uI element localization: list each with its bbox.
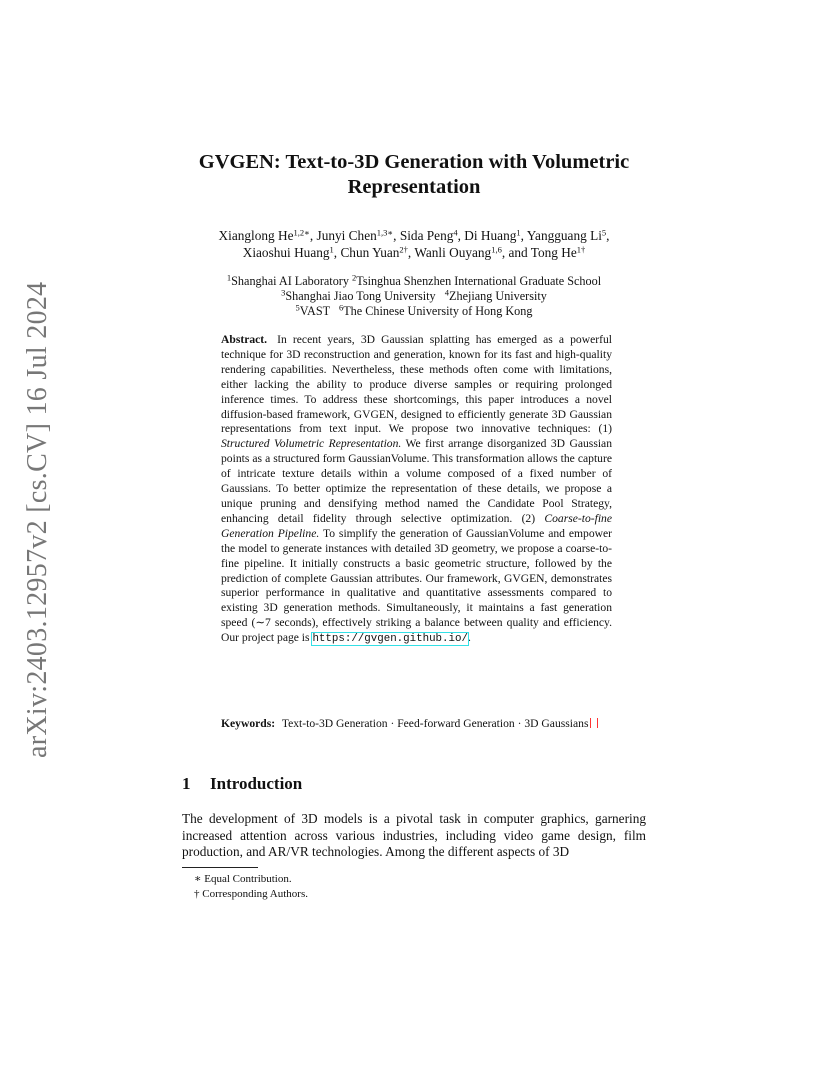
author: Tong $He^{1\dagger}$ <box>530 244 586 260</box>
abstract-emphasis: Structured Volumetric Representation. <box>221 437 402 451</box>
keywords <box>221 716 612 731</box>
abstract-emphasis: Coarse-to-fine Generation Pipeline. <box>221 511 612 540</box>
author: Xianglong $He^{1,2∗}$ <box>218 227 310 243</box>
author: Chun Yuan$^{2\dagger}$ <box>340 244 408 260</box>
paper-title: GVGEN: Text-to-3D Generation with Volumetric Representation <box>198 151 630 198</box>
abstract-text: We first arrange disorganized 3D Gaussian points as a structured form GaussianVolume. This transformation allows the capture of intricate texture details within a volume composed of a fixed number of Gaussians. To better optimize the representation of these details, we propose a unique pruning and densifying method named the Candidate Pool Strategy, enhancing detail fidelity through selective optimization. (2) <box>221 437 612 525</box>
intro-paragraph: The development of 3D models is a pivotal task in computer graphics, garnering increased attention across various industries, including video game design, film production, and AR/VR technologies. Among the different aspects of 3D <box>182 811 646 860</box>
footnotes <box>194 872 614 903</box>
author: Yangguang Li$^5$ <box>526 227 607 243</box>
footnote: ∗ Equal Contribution. <box>194 873 292 885</box>
affiliation-line-3: $^5$VAST $^6$The Chinese University of Hong Kong <box>295 302 533 319</box>
footnote: † Corresponding Authors. <box>194 888 308 901</box>
author: Sida Peng$^4$ <box>399 227 458 243</box>
author-line-1: Xianglong $He^{1,2∗}$, Junyi Chen$^{1,3∗}$, Sida Peng$^4$, Di Huang$^1$, Yangguang Li$^5$, <box>218 227 610 243</box>
author: Wanli Ouyang$^{1,6}$ <box>414 244 502 260</box>
section-number: 1 <box>182 774 191 793</box>
abstract-text: In recent years, 3D Gaussian splatting has emerged as a powerful technique for 3D reconstruction and generation, known for its fast and high-quality rendering capabilities. Nevertheless, these methods often come with limitations, either lacking the ability to produce diverse samples or requiring prolonged inference times. To address these shortcomings, this paper introduces a novel diffusion-based framework, GVGEN, designed to efficiently generate 3D Gaussian representations from text input. We propose two innovative techniques: (1) <box>221 333 612 436</box>
abstract: Abstract. In recent years, 3D Gaussian splatting has emerged as a powerful technique for 3D reconstruction and generation, known for its fast and high-quality rendering capabilities. Nevertheless, these methods often come with limitations, either lacking the ability to produce diverse samples or requiring prolonged inference times. To address these shortcomings, this paper introduces a novel diffusion-based framework, GVGEN, designed to efficiently generate 3D Gaussian representations from text input. We propose two innovative techniques: (1) Structured Volumetric Representation. We first arrange disorganized 3D Gaussian points as a structured form GaussianVolume. This transformation allows the capture of intricate texture details within a volume composed of a fixed number of Gaussians. To better optimize the representation of these details, we propose a unique pruning and densifying method named the Candidate Pool Strategy, enhancing detail fidelity through selective optimization. (2) Coarse-to-fine Generation Pipeline. To simplify the generation of GaussianVolume and empower the model to generate instances with detailed 3D geometry, we propose a coarse-to-fine pipeline. It initially constructs a basic geometric structure, followed by the prediction of complete Gaussian attributes. Our framework, GVGEN, demonstrates superior performance in qualitative and quantitative assessments compared to existing 3D generation methods. Simultaneously, it maintains a fast generation speed (∼7 seconds), effectively striking a balance between quality and efficiency. Our project page is https://gvgen.github.io/. <box>221 333 612 646</box>
section-title: Introduction <box>210 774 303 793</box>
project-page-link[interactable]: https://gvgen.github.io/ <box>312 633 468 646</box>
arxiv-identifier: arXiv:2403.12957v2 [cs.CV] 16 Jul 2024 <box>22 281 53 758</box>
keywords-text: Text-to-3D Generation · Feed-forward Generation · 3D Gaussians <box>281 717 589 730</box>
author-line-2: Xiaoshui Huang$^1$, Chun Yuan$^{2\dagger}$, Wanli Ouyang$^{1,6}$, and Tong $He^{1\dagger}$ <box>242 244 586 260</box>
abstract-text: To simplify the generation of GaussianVolume and empower the model to generate instances with detailed 3D geometry, we propose a coarse-to-fine pipeline. It initially constructs a basic geometric structure, followed by the prediction of complete Gaussian attributes. Our framework, GVGEN, demonstrates superior performance in qualitative and quantitative assessments compared to existing 3D generation methods. Simultaneously, it maintains a fast generation speed (∼7 seconds), effectively striking a balance between quality and efficiency. Our project page is <box>221 526 612 645</box>
affiliation-list <box>160 274 668 320</box>
section-heading <box>182 774 302 794</box>
and-word: and <box>508 244 528 260</box>
author: Junyi Chen$^{1,3∗}$ <box>316 227 394 243</box>
keywords-label: Keywords: <box>221 717 276 730</box>
author: Xiaoshui Huang$^1$ <box>242 244 334 260</box>
orcid-link-icon[interactable] <box>590 718 598 728</box>
affiliation-line-2: $^3$Shanghai Jiao Tong University $^4$Zhejiang University <box>281 287 547 304</box>
abstract-label: Abstract. <box>221 333 268 346</box>
author-list <box>160 228 668 261</box>
affiliation-line-1: $^1$Shanghai AI Laboratory $^2$Tsinghua Shenzhen International Graduate School <box>226 272 602 288</box>
author: Di Huang$^1$ <box>464 227 521 243</box>
footnote-rule <box>182 867 258 868</box>
